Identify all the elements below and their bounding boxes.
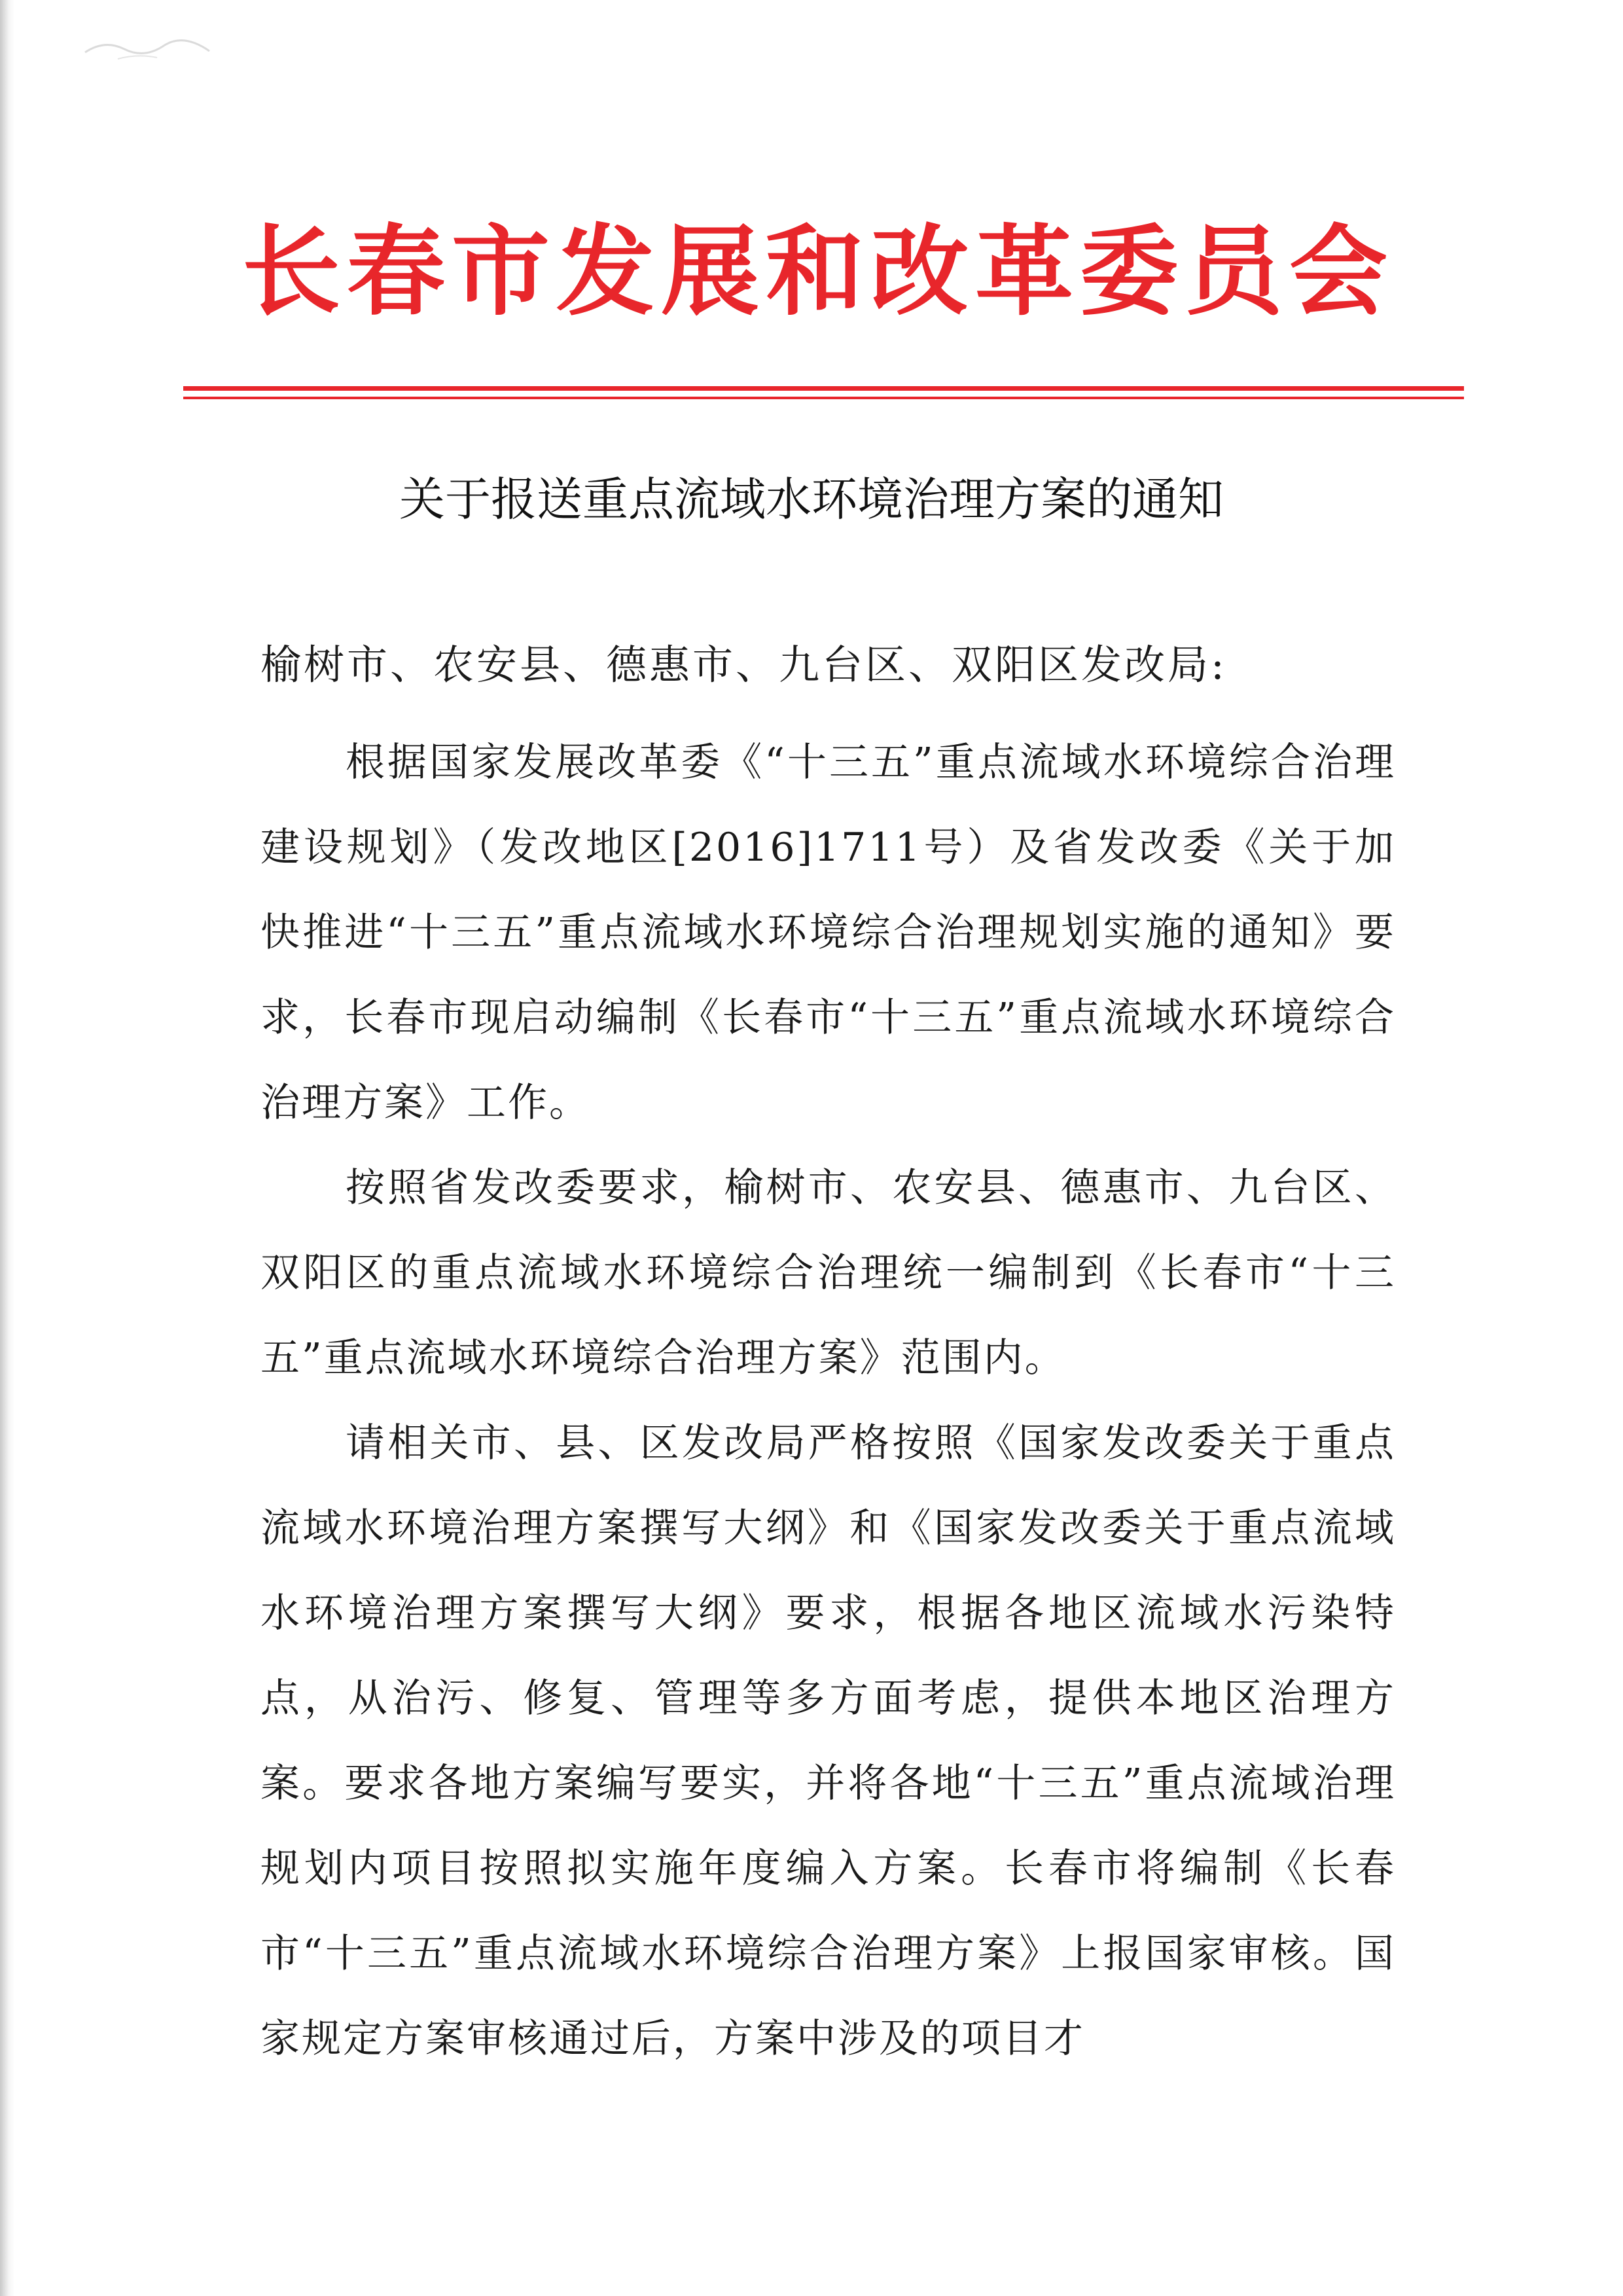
body-paragraph-1: 根据国家发展改革委《“十三五”重点流域水环境综合治理建设规划》（发改地区[2016]1711号）及省发改委《关于加快推进“十三五”重点流域水环境综合治理规划实施的通知》要求，长春市现启动编制《长春市“十三五”重点流域水环境综合治理方案》工作。 [260, 740, 1396, 1126]
scan-smudge-mark [79, 26, 223, 65]
addressee-line: 榆树市、农安县、德惠市、九台区、双阳区发改局: [260, 641, 1227, 689]
document-body [260, 720, 1396, 2081]
body-paragraph-3: 请相关市、县、区发改局严格按照《国家发改委关于重点流域水环境治理方案撰写大纲》和《国家发改委关于重点流域水环境治理方案撰写大纲》要求，根据各地区流域水污染特点，从治污、修复、管理等多方面考虑，提供本地区治理方案。要求各地方案编写要实，并将各地“十三五”重点流域治理规划内项目按照拟实施年度编入方案。长春市将编制《长春市“十三五”重点流域水环境综合治理方案》上报国家审核。国家规定方案审核通过后，方案中涉及的项目才 [260, 1420, 1396, 2062]
letterhead-red-rule-thick [183, 386, 1464, 391]
scan-edge-shadow [0, 0, 14, 2296]
letterhead-red-rule-thin [183, 397, 1464, 399]
body-paragraph-2: 按照省发改委要求，榆树市、农安县、德惠市、九台区、双阳区的重点流域水环境综合治理统一编制到《长春市“十三五”重点流域水环境综合治理方案》范围内。 [260, 1165, 1396, 1381]
document-title: 关于报送重点流域水环境治理方案的通知 [399, 473, 1224, 526]
letterhead-org-name: 长春市发展和改革委员会 [241, 214, 1394, 329]
